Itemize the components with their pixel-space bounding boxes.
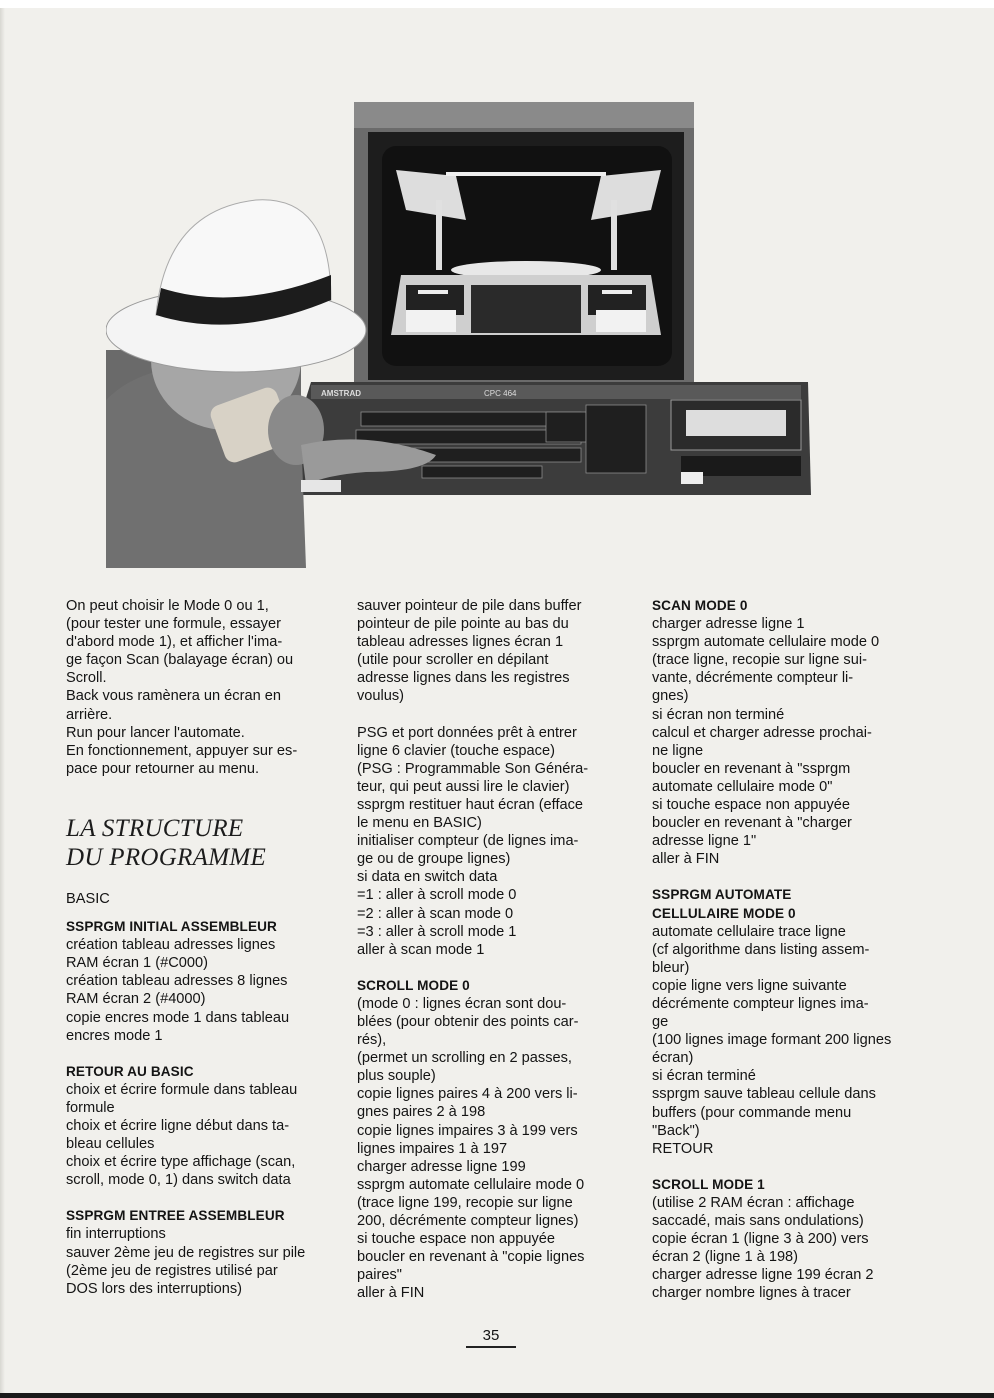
text-line: arrière. [66,706,113,723]
text-line: d'abord mode 1), et afficher l'ima- [66,634,283,651]
text-line: ligne 6 clavier (touche espace) [357,742,555,759]
text-line: adresse lignes dans les registres [357,670,570,687]
text-line: aller à scan mode 1 [357,941,485,958]
text-line: teur, qui peut aussi lire le clavier) [357,778,570,795]
text-line: (pour tester une formule, essayer [66,616,281,633]
text-line: création tableau adresses lignes [66,937,276,954]
text-line: (utilise 2 RAM écran : affichage [652,1194,855,1211]
text-line: calcul et charger adresse prochai- [652,724,872,741]
text-line: si touche espace non appuyée [652,797,850,814]
text-line: (mode 0 : lignes écran sont dou- [357,995,567,1012]
text-line: si écran non terminé [652,706,785,723]
basic-label: BASIC [66,890,110,907]
text-line: rés), [357,1032,387,1049]
text-line: (cf algorithme dans listing assem- [652,941,870,958]
heading-scroll-mode-1: SCROLL MODE 1 [652,1176,765,1192]
text-line: choix et écrire formule dans tableau [66,1081,298,1098]
text-line: sauver 2ème jeu de registres sur pile [66,1244,306,1261]
text-line: ge ou de groupe lignes) [357,851,511,868]
text-line: (PSG : Programmable Son Généra- [357,760,589,777]
text-line: ssprgm restituer haut écran (efface [357,796,584,813]
text-line: écran) [652,1050,694,1067]
text-line: (utile pour scroller en dépilant [357,652,549,669]
text-line: blées (pour obtenir des points car- [357,1013,579,1030]
text-line: Run pour lancer l'automate. [66,724,245,741]
column-2 [357,597,625,1302]
text-line: ssprgm automate cellulaire mode 0 [652,634,880,651]
text-line: scroll, mode 0, 1) dans switch data [66,1172,291,1189]
heading-ssprgm-automate: SSPRGM AUTOMATE [652,887,792,903]
text-line: adresse ligne 1" [652,833,757,850]
text-line: vante, décrémente compteur li- [652,670,854,687]
heading-scroll-mode-0: SCROLL MODE 0 [357,977,470,993]
brand-label: AMSTRAD [321,389,361,398]
text-line: lignes impaires 1 à 197 [357,1140,508,1157]
model-label: CPC 464 [484,389,517,398]
text-line: plus souple) [357,1068,436,1085]
text-line: copie lignes paires 4 à 200 vers li- [357,1086,578,1103]
text-line: "Back") [652,1122,700,1139]
text-line: encres mode 1 [66,1027,163,1044]
page-edge [0,0,5,1398]
text-line: =2 : aller à scan mode 0 [357,905,514,922]
text-line: formule [66,1099,115,1116]
title-line: DU PROGRAMME [66,843,267,871]
text-line: si touche espace non appuyée [357,1231,555,1248]
text-line: ssprgm automate cellulaire mode 0 [357,1176,585,1193]
column-3 [652,597,920,1302]
text-line: 200, décrémente compteur lignes) [357,1213,579,1229]
text-line: copie ligne vers ligne suivante [652,977,847,994]
text-line: boucler en revenant à "copie lignes [357,1249,585,1266]
text-line: ge [652,1014,669,1031]
text-line: initialiser compteur (de lignes ima- [357,833,579,850]
text-line: On peut choisir le Mode 0 ou 1, [66,598,269,614]
text-line: pace pour retourner au menu. [66,760,260,777]
text-line: gnes paires 2 à 198 [357,1104,486,1121]
text-line: charger nombre lignes à tracer [652,1285,851,1302]
text-line: DOS lors des interruptions) [66,1280,243,1297]
section-title [66,814,332,872]
text-line: charger adresse ligne 199 écran 2 [652,1267,874,1284]
text-line: automate cellulaire trace ligne [652,923,846,940]
text-line: (2ème jeu de registres utilisé par [66,1262,278,1279]
text-line: (permet un scrolling en 2 passes, [357,1050,572,1067]
heading-ssprgm-entree: SSPRGM ENTREE ASSEMBLEUR [66,1208,285,1224]
text-line: copie lignes impaires 3 à 199 vers [357,1122,578,1139]
text-line: RAM écran 1 (#C000) [66,955,208,972]
text-line: bleur) [652,959,690,976]
heading-retour-basic: RETOUR AU BASIC [66,1063,194,1079]
text-line: décrémente compteur lignes ima- [652,995,869,1012]
text-line: En fonctionnement, appuyer sur es- [66,742,298,759]
text-line: ne ligne [652,742,704,759]
text-line: tableau adresses lignes écran 1 [357,634,564,651]
text-line: si écran terminé [652,1068,756,1085]
text-line: gnes) [652,688,689,705]
text-line: ssprgm sauve tableau cellule dans [652,1086,876,1103]
text-line: boucler en revenant à "ssprgm [652,760,851,777]
text-line: copie écran 1 (ligne 3 à 200) vers [652,1231,869,1248]
intro-paragraph [66,597,332,778]
text-line: RAM écran 2 (#4000) [66,991,206,1008]
text-line: écran 2 (ligne 1 à 198) [652,1249,799,1266]
heading-cellulaire-mode-0: CELLULAIRE MODE 0 [652,905,796,921]
text-line: pointeur de pile pointe au bas du [357,616,569,633]
page-number: 35 [482,1327,500,1344]
text-line: PSG et port données prêt à entrer [357,724,577,741]
text-line: boucler en revenant à "charger [652,815,852,832]
text-line: (trace ligne 199, recopie sur ligne [357,1194,573,1211]
text-line: aller à FIN [357,1285,425,1302]
text-line: buffers (pour commande menu [652,1104,852,1121]
text-line: le menu en BASIC) [357,815,482,832]
text-line: choix et écrire type affichage (scan, [66,1154,296,1171]
text-line: (100 lignes image formant 200 lignes [652,1032,892,1049]
page-bottom-edge [0,1393,994,1398]
heading-scan-mode-0: SCAN MODE 0 [652,598,748,613]
title-line: LA STRUCTURE [66,814,244,842]
text-line: bleau cellules [66,1136,155,1153]
text-line: voulus) [357,688,405,705]
heading-ssprgm-initial: SSPRGM INITIAL ASSEMBLEUR [66,919,277,935]
text-line: automate cellulaire mode 0" [652,778,833,795]
text-line: fin interruptions [66,1226,166,1243]
text-line: si data en switch data [357,869,498,886]
text-line: =1 : aller à scroll mode 0 [357,887,517,904]
page-number-rule [466,1346,516,1348]
text-line: sauver pointeur de pile dans buffer [357,598,582,614]
text-line: aller à FIN [652,851,720,868]
text-line: RETOUR [652,1140,714,1157]
text-line: saccadé, mais sans ondulations) [652,1213,864,1229]
text-line: Back vous ramènera un écran en [66,688,281,705]
page-top-margin [0,0,994,8]
text-line: copie encres mode 1 dans tableau [66,1009,290,1026]
text-line: choix et écrire ligne début dans ta- [66,1117,290,1134]
text-line: ge façon Scan (balayage écran) ou [66,652,294,669]
text-line: charger adresse ligne 199 [357,1158,526,1175]
text-line: Scroll. [66,670,107,687]
text-line: (trace ligne, recopie sur ligne sui- [652,652,867,669]
text-line: =3 : aller à scroll mode 1 [357,923,517,940]
text-line: charger adresse ligne 1 [652,616,805,633]
amstrad-photo [106,100,822,568]
text-line: paires" [357,1267,402,1284]
text-line: création tableau adresses 8 lignes [66,973,288,990]
column-1 [66,597,332,1298]
